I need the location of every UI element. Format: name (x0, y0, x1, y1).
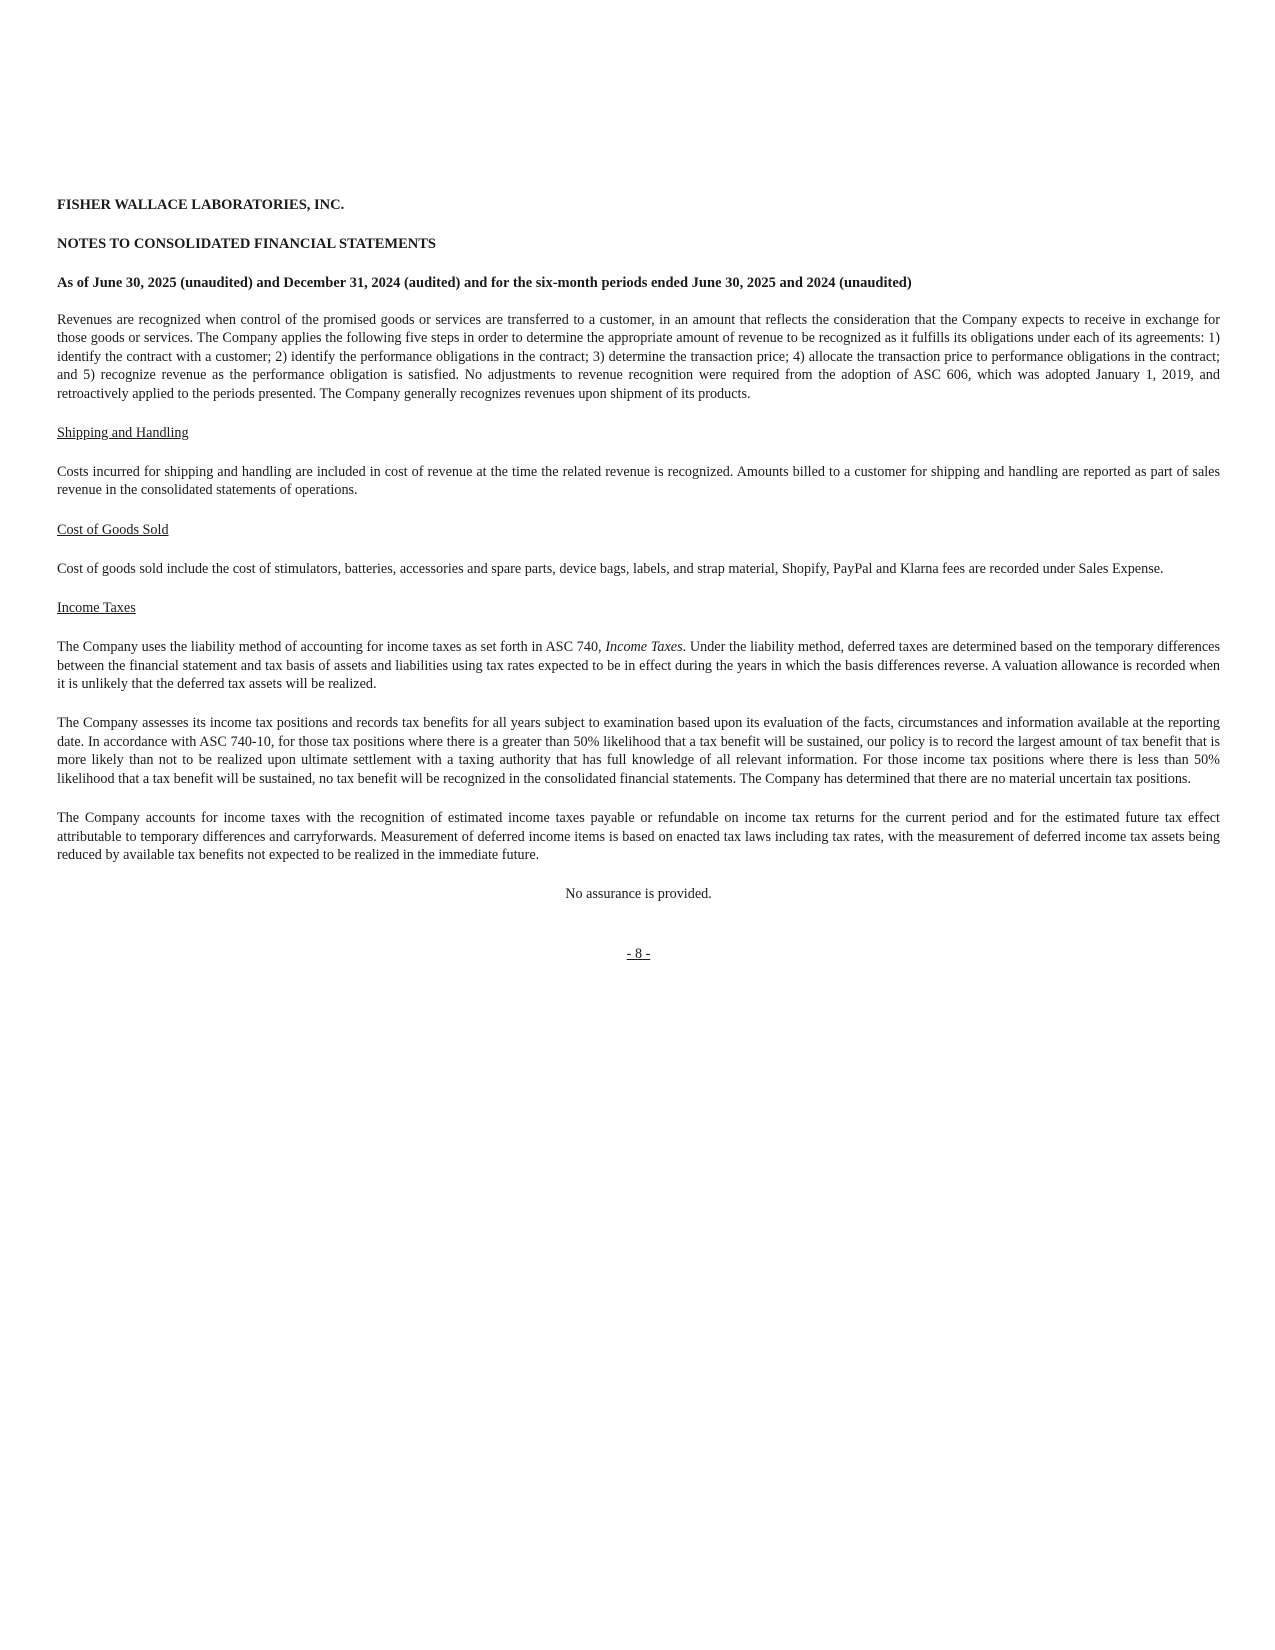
assurance-note: No assurance is provided. (565, 886, 712, 903)
income-taxes-p1-end: . Under the liability method, deferred taxes are determined based on the temporary differences between the financial statement and tax basis of assets and liabilities using tax rates expected to be in effect during the years in which the basis differences reverse. A valuation allowance is recorded when it is unlikely that the deferred tax assets will be realized. (57, 639, 1220, 693)
page-number: - 8 - (626, 946, 651, 963)
income-taxes-paragraph-2: The Company assesses its income tax positions and records tax benefits for all years subject to examination based upon its evaluation of the facts, circumstances and information available at the reporting date. In accordance with ASC 740-10, for those tax positions where there is a greater than 50% likelihood that a tax benefit will be sustained, our policy is to record the largest amount of tax benefit that is more likely than not to be realized upon ultimate settlement with a taxing authority that has full knowledge of all relevant information. For those income tax positions where there is less than 50% likelihood that a tax benefit will be sustained, no tax benefit will be recognized in the consolidated financial statements. The Company has determined that there are no material uncertain tax positions. (57, 715, 1220, 787)
income-taxes-paragraph-3: The Company accounts for income taxes with the recognition of estimated income taxes payable or refundable on income tax returns for the current period and for the estimated future tax effect attributable to temporary differences and carryforwards. Measurement of deferred income items is based on enacted tax laws including tax rates, with the measurement of deferred income tax assets being reduced by available tax benefits not expected to be realized in the immediate future. (57, 810, 1220, 863)
income-taxes-paragraph-1 (57, 638, 1220, 693)
income-taxes-p1-italic: Income Taxes (605, 639, 683, 656)
income-taxes-p1-start: The Company uses the liability method of accounting for income taxes as set forth in ASC 740, (57, 639, 606, 656)
revenue-paragraph: Revenues are recognized when control of the promised goods or services are transferred to a customer, in an amount that reflects the consideration that the Company expects to receive in exchange for those goods or services. The Company applies the following five steps in order to determine the appropriate amount of revenue to be recognized as it fulfills its obligations under each of its agreements: 1) identify the contract with a customer; 2) identify the performance obligations in the contract; 3) determine the transaction price; 4) allocate the transaction price to performance obligations in the contract; and 5) recognize revenue as the performance obligation is satisfied. No adjustments to revenue recognition were required from the adoption of ASC 606, which was adopted January 1, 2019, and retroactively applied to the periods presented. The Company generally recognizes revenues upon shipment of its products. (57, 312, 1220, 402)
shipping-section-title: Shipping and Handling (57, 425, 189, 442)
shipping-paragraph: Costs incurred for shipping and handling are included in cost of revenue at the time the related revenue is recognized. Amounts billed to a customer for shipping and handling are reported as part of sales revenue in the consolidated statements of operations. (57, 464, 1220, 499)
document-title: NOTES TO CONSOLIDATED FINANCIAL STATEMENTS (57, 236, 436, 252)
cogs-paragraph: Cost of goods sold include the cost of stimulators, batteries, accessories and spare parts, device bags, labels, and strap material, Shopify, PayPal and Klarna fees are recorded under Sales Expense. (57, 560, 1164, 577)
income-taxes-section-title: Income Taxes (57, 600, 136, 617)
document-page (57, 196, 1220, 963)
cogs-section-title: Cost of Goods Sold (57, 521, 169, 538)
reporting-period: As of June 30, 2025 (unaudited) and December 31, 2024 (audited) and for the six-month periods ended June 30, 2025 and 2024 (unaudited) (57, 275, 912, 291)
company-name: FISHER WALLACE LABORATORIES, INC. (57, 197, 345, 213)
